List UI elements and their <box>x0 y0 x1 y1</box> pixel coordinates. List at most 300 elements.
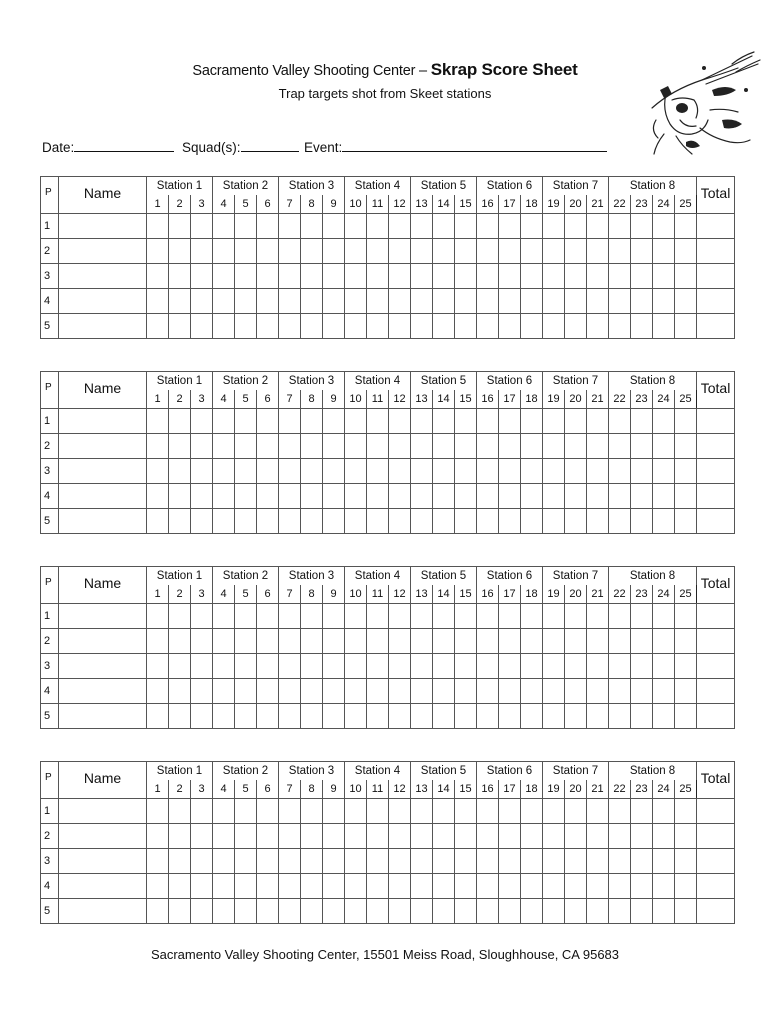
score-cell[interactable] <box>653 264 675 289</box>
score-cell[interactable] <box>543 509 565 534</box>
score-cell[interactable] <box>213 214 235 239</box>
total-cell[interactable] <box>697 704 735 729</box>
score-cell[interactable] <box>411 484 433 509</box>
score-cell[interactable] <box>213 409 235 434</box>
score-cell[interactable] <box>411 704 433 729</box>
score-cell[interactable] <box>389 679 411 704</box>
score-cell[interactable] <box>433 214 455 239</box>
score-cell[interactable] <box>169 459 191 484</box>
score-cell[interactable] <box>191 654 213 679</box>
score-cell[interactable] <box>279 289 301 314</box>
score-cell[interactable] <box>213 459 235 484</box>
score-cell[interactable] <box>169 214 191 239</box>
score-cell[interactable] <box>323 874 345 899</box>
score-cell[interactable] <box>477 604 499 629</box>
score-cell[interactable] <box>587 459 609 484</box>
score-cell[interactable] <box>477 629 499 654</box>
date-field[interactable] <box>42 139 182 155</box>
score-cell[interactable] <box>389 874 411 899</box>
score-cell[interactable] <box>455 214 477 239</box>
score-cell[interactable] <box>147 874 169 899</box>
score-cell[interactable] <box>367 824 389 849</box>
total-cell[interactable] <box>697 484 735 509</box>
score-cell[interactable] <box>345 899 367 924</box>
score-cell[interactable] <box>279 409 301 434</box>
score-cell[interactable] <box>455 604 477 629</box>
score-cell[interactable] <box>653 824 675 849</box>
score-cell[interactable] <box>675 849 697 874</box>
score-cell[interactable] <box>521 899 543 924</box>
score-cell[interactable] <box>323 459 345 484</box>
score-cell[interactable] <box>235 289 257 314</box>
score-cell[interactable] <box>609 629 631 654</box>
score-cell[interactable] <box>609 264 631 289</box>
score-cell[interactable] <box>653 849 675 874</box>
score-cell[interactable] <box>587 409 609 434</box>
score-cell[interactable] <box>301 314 323 339</box>
score-cell[interactable] <box>235 409 257 434</box>
score-cell[interactable] <box>191 484 213 509</box>
score-cell[interactable] <box>147 214 169 239</box>
score-cell[interactable] <box>367 264 389 289</box>
score-cell[interactable] <box>345 459 367 484</box>
score-cell[interactable] <box>257 409 279 434</box>
score-cell[interactable] <box>345 509 367 534</box>
score-cell[interactable] <box>433 314 455 339</box>
score-cell[interactable] <box>301 484 323 509</box>
score-cell[interactable] <box>675 874 697 899</box>
score-cell[interactable] <box>521 289 543 314</box>
score-cell[interactable] <box>587 604 609 629</box>
score-cell[interactable] <box>301 654 323 679</box>
score-cell[interactable] <box>279 239 301 264</box>
name-cell[interactable] <box>59 434 147 459</box>
score-cell[interactable] <box>565 434 587 459</box>
score-cell[interactable] <box>389 824 411 849</box>
score-cell[interactable] <box>301 629 323 654</box>
score-cell[interactable] <box>191 459 213 484</box>
name-cell[interactable] <box>59 824 147 849</box>
score-cell[interactable] <box>389 509 411 534</box>
score-cell[interactable] <box>367 849 389 874</box>
score-cell[interactable] <box>169 654 191 679</box>
score-cell[interactable] <box>455 509 477 534</box>
score-cell[interactable] <box>169 314 191 339</box>
score-cell[interactable] <box>279 264 301 289</box>
score-cell[interactable] <box>499 434 521 459</box>
score-cell[interactable] <box>323 434 345 459</box>
score-cell[interactable] <box>367 509 389 534</box>
score-cell[interactable] <box>367 409 389 434</box>
score-cell[interactable] <box>389 799 411 824</box>
score-cell[interactable] <box>169 704 191 729</box>
score-cell[interactable] <box>477 874 499 899</box>
score-cell[interactable] <box>147 239 169 264</box>
score-cell[interactable] <box>587 799 609 824</box>
score-cell[interactable] <box>169 434 191 459</box>
name-cell[interactable] <box>59 314 147 339</box>
score-cell[interactable] <box>477 654 499 679</box>
score-cell[interactable] <box>631 799 653 824</box>
score-cell[interactable] <box>279 459 301 484</box>
score-cell[interactable] <box>587 509 609 534</box>
score-cell[interactable] <box>147 679 169 704</box>
total-cell[interactable] <box>697 289 735 314</box>
score-cell[interactable] <box>367 289 389 314</box>
score-cell[interactable] <box>477 409 499 434</box>
score-cell[interactable] <box>675 409 697 434</box>
name-cell[interactable] <box>59 459 147 484</box>
score-cell[interactable] <box>389 604 411 629</box>
score-cell[interactable] <box>191 434 213 459</box>
score-cell[interactable] <box>609 679 631 704</box>
score-cell[interactable] <box>433 409 455 434</box>
total-cell[interactable] <box>697 214 735 239</box>
score-cell[interactable] <box>433 679 455 704</box>
score-cell[interactable] <box>191 799 213 824</box>
score-cell[interactable] <box>433 459 455 484</box>
score-cell[interactable] <box>499 704 521 729</box>
score-cell[interactable] <box>345 799 367 824</box>
score-cell[interactable] <box>235 459 257 484</box>
name-cell[interactable] <box>59 289 147 314</box>
score-cell[interactable] <box>521 264 543 289</box>
score-cell[interactable] <box>191 824 213 849</box>
score-cell[interactable] <box>345 874 367 899</box>
score-cell[interactable] <box>543 654 565 679</box>
score-cell[interactable] <box>455 289 477 314</box>
score-cell[interactable] <box>433 434 455 459</box>
score-cell[interactable] <box>345 434 367 459</box>
score-cell[interactable] <box>389 654 411 679</box>
score-cell[interactable] <box>653 654 675 679</box>
score-cell[interactable] <box>609 874 631 899</box>
score-cell[interactable] <box>433 604 455 629</box>
score-cell[interactable] <box>191 899 213 924</box>
score-cell[interactable] <box>455 239 477 264</box>
score-cell[interactable] <box>631 604 653 629</box>
score-cell[interactable] <box>521 629 543 654</box>
score-cell[interactable] <box>587 214 609 239</box>
score-cell[interactable] <box>279 484 301 509</box>
score-cell[interactable] <box>565 509 587 534</box>
score-cell[interactable] <box>653 509 675 534</box>
score-cell[interactable] <box>587 899 609 924</box>
score-cell[interactable] <box>389 314 411 339</box>
score-cell[interactable] <box>675 484 697 509</box>
score-cell[interactable] <box>213 824 235 849</box>
score-cell[interactable] <box>521 874 543 899</box>
score-cell[interactable] <box>521 849 543 874</box>
score-cell[interactable] <box>499 509 521 534</box>
score-cell[interactable] <box>257 604 279 629</box>
score-cell[interactable] <box>455 264 477 289</box>
score-cell[interactable] <box>279 799 301 824</box>
total-cell[interactable] <box>697 314 735 339</box>
squad-field[interactable] <box>182 139 304 155</box>
score-cell[interactable] <box>169 849 191 874</box>
score-cell[interactable] <box>653 874 675 899</box>
total-cell[interactable] <box>697 679 735 704</box>
score-cell[interactable] <box>235 704 257 729</box>
score-cell[interactable] <box>477 459 499 484</box>
score-cell[interactable] <box>565 314 587 339</box>
score-cell[interactable] <box>631 484 653 509</box>
score-cell[interactable] <box>279 604 301 629</box>
score-cell[interactable] <box>499 799 521 824</box>
score-cell[interactable] <box>631 509 653 534</box>
score-cell[interactable] <box>257 899 279 924</box>
score-cell[interactable] <box>323 604 345 629</box>
score-cell[interactable] <box>323 654 345 679</box>
score-cell[interactable] <box>323 799 345 824</box>
score-cell[interactable] <box>235 629 257 654</box>
score-cell[interactable] <box>587 264 609 289</box>
score-cell[interactable] <box>411 409 433 434</box>
score-cell[interactable] <box>191 704 213 729</box>
score-cell[interactable] <box>631 899 653 924</box>
score-cell[interactable] <box>323 264 345 289</box>
score-cell[interactable] <box>631 874 653 899</box>
score-cell[interactable] <box>565 604 587 629</box>
score-cell[interactable] <box>235 264 257 289</box>
name-cell[interactable] <box>59 264 147 289</box>
score-cell[interactable] <box>477 509 499 534</box>
score-cell[interactable] <box>675 799 697 824</box>
score-cell[interactable] <box>499 484 521 509</box>
score-cell[interactable] <box>367 704 389 729</box>
score-cell[interactable] <box>235 654 257 679</box>
score-cell[interactable] <box>301 849 323 874</box>
score-cell[interactable] <box>521 214 543 239</box>
score-cell[interactable] <box>191 314 213 339</box>
score-cell[interactable] <box>587 314 609 339</box>
score-cell[interactable] <box>521 434 543 459</box>
score-cell[interactable] <box>279 654 301 679</box>
score-cell[interactable] <box>147 484 169 509</box>
score-cell[interactable] <box>191 679 213 704</box>
score-cell[interactable] <box>543 409 565 434</box>
score-cell[interactable] <box>323 289 345 314</box>
score-cell[interactable] <box>323 314 345 339</box>
score-cell[interactable] <box>147 629 169 654</box>
score-cell[interactable] <box>455 704 477 729</box>
total-cell[interactable] <box>697 604 735 629</box>
score-cell[interactable] <box>367 484 389 509</box>
score-cell[interactable] <box>653 314 675 339</box>
total-cell[interactable] <box>697 824 735 849</box>
score-cell[interactable] <box>367 654 389 679</box>
score-cell[interactable] <box>653 289 675 314</box>
total-cell[interactable] <box>697 799 735 824</box>
name-cell[interactable] <box>59 799 147 824</box>
score-cell[interactable] <box>565 704 587 729</box>
score-cell[interactable] <box>323 484 345 509</box>
score-cell[interactable] <box>367 459 389 484</box>
score-cell[interactable] <box>279 214 301 239</box>
score-cell[interactable] <box>389 459 411 484</box>
score-cell[interactable] <box>499 459 521 484</box>
score-cell[interactable] <box>477 824 499 849</box>
score-cell[interactable] <box>609 604 631 629</box>
score-cell[interactable] <box>257 799 279 824</box>
score-cell[interactable] <box>147 824 169 849</box>
score-cell[interactable] <box>323 824 345 849</box>
score-cell[interactable] <box>235 824 257 849</box>
score-cell[interactable] <box>411 849 433 874</box>
score-cell[interactable] <box>565 824 587 849</box>
score-cell[interactable] <box>345 409 367 434</box>
score-cell[interactable] <box>455 824 477 849</box>
score-cell[interactable] <box>543 824 565 849</box>
score-cell[interactable] <box>499 239 521 264</box>
score-cell[interactable] <box>147 459 169 484</box>
score-cell[interactable] <box>323 239 345 264</box>
score-cell[interactable] <box>675 654 697 679</box>
total-cell[interactable] <box>697 629 735 654</box>
score-cell[interactable] <box>235 604 257 629</box>
score-cell[interactable] <box>257 849 279 874</box>
score-cell[interactable] <box>455 629 477 654</box>
score-cell[interactable] <box>631 239 653 264</box>
total-cell[interactable] <box>697 874 735 899</box>
score-cell[interactable] <box>631 704 653 729</box>
score-cell[interactable] <box>499 409 521 434</box>
score-cell[interactable] <box>235 214 257 239</box>
score-cell[interactable] <box>279 509 301 534</box>
score-cell[interactable] <box>213 484 235 509</box>
score-cell[interactable] <box>499 874 521 899</box>
score-cell[interactable] <box>367 874 389 899</box>
score-cell[interactable] <box>389 704 411 729</box>
score-cell[interactable] <box>213 849 235 874</box>
score-cell[interactable] <box>609 509 631 534</box>
score-cell[interactable] <box>499 289 521 314</box>
score-cell[interactable] <box>521 239 543 264</box>
score-cell[interactable] <box>543 314 565 339</box>
total-cell[interactable] <box>697 409 735 434</box>
score-cell[interactable] <box>235 509 257 534</box>
score-cell[interactable] <box>323 849 345 874</box>
score-cell[interactable] <box>367 679 389 704</box>
total-cell[interactable] <box>697 654 735 679</box>
score-cell[interactable] <box>477 214 499 239</box>
score-cell[interactable] <box>565 629 587 654</box>
score-cell[interactable] <box>389 214 411 239</box>
score-cell[interactable] <box>499 654 521 679</box>
score-cell[interactable] <box>565 654 587 679</box>
score-cell[interactable] <box>543 629 565 654</box>
score-cell[interactable] <box>279 899 301 924</box>
score-cell[interactable] <box>257 874 279 899</box>
score-cell[interactable] <box>433 484 455 509</box>
score-cell[interactable] <box>433 654 455 679</box>
score-cell[interactable] <box>301 874 323 899</box>
score-cell[interactable] <box>455 874 477 899</box>
score-cell[interactable] <box>301 264 323 289</box>
score-cell[interactable] <box>411 629 433 654</box>
score-cell[interactable] <box>565 264 587 289</box>
score-cell[interactable] <box>455 899 477 924</box>
score-cell[interactable] <box>653 484 675 509</box>
score-cell[interactable] <box>565 484 587 509</box>
score-cell[interactable] <box>433 824 455 849</box>
score-cell[interactable] <box>675 434 697 459</box>
score-cell[interactable] <box>675 629 697 654</box>
score-cell[interactable] <box>147 409 169 434</box>
score-cell[interactable] <box>477 679 499 704</box>
score-cell[interactable] <box>653 899 675 924</box>
score-cell[interactable] <box>169 509 191 534</box>
score-cell[interactable] <box>345 314 367 339</box>
score-cell[interactable] <box>565 214 587 239</box>
score-cell[interactable] <box>521 824 543 849</box>
score-cell[interactable] <box>257 824 279 849</box>
score-cell[interactable] <box>257 264 279 289</box>
score-cell[interactable] <box>323 679 345 704</box>
score-cell[interactable] <box>587 824 609 849</box>
score-cell[interactable] <box>565 409 587 434</box>
score-cell[interactable] <box>389 289 411 314</box>
score-cell[interactable] <box>301 214 323 239</box>
score-cell[interactable] <box>521 509 543 534</box>
score-cell[interactable] <box>411 214 433 239</box>
score-cell[interactable] <box>345 484 367 509</box>
total-cell[interactable] <box>697 899 735 924</box>
total-cell[interactable] <box>697 459 735 484</box>
score-cell[interactable] <box>301 434 323 459</box>
score-cell[interactable] <box>411 509 433 534</box>
score-cell[interactable] <box>213 874 235 899</box>
score-cell[interactable] <box>609 239 631 264</box>
score-cell[interactable] <box>543 604 565 629</box>
score-cell[interactable] <box>675 509 697 534</box>
score-cell[interactable] <box>323 629 345 654</box>
score-cell[interactable] <box>609 289 631 314</box>
score-cell[interactable] <box>169 799 191 824</box>
score-cell[interactable] <box>521 314 543 339</box>
score-cell[interactable] <box>609 654 631 679</box>
score-cell[interactable] <box>499 824 521 849</box>
score-cell[interactable] <box>587 654 609 679</box>
score-cell[interactable] <box>477 239 499 264</box>
score-cell[interactable] <box>213 704 235 729</box>
score-cell[interactable] <box>653 629 675 654</box>
score-cell[interactable] <box>147 849 169 874</box>
score-cell[interactable] <box>257 214 279 239</box>
score-cell[interactable] <box>631 654 653 679</box>
score-cell[interactable] <box>543 679 565 704</box>
total-cell[interactable] <box>697 239 735 264</box>
score-cell[interactable] <box>389 849 411 874</box>
score-cell[interactable] <box>191 214 213 239</box>
score-cell[interactable] <box>455 409 477 434</box>
score-cell[interactable] <box>213 314 235 339</box>
score-cell[interactable] <box>521 704 543 729</box>
score-cell[interactable] <box>411 459 433 484</box>
score-cell[interactable] <box>587 484 609 509</box>
score-cell[interactable] <box>653 434 675 459</box>
score-cell[interactable] <box>345 654 367 679</box>
score-cell[interactable] <box>477 484 499 509</box>
score-cell[interactable] <box>213 654 235 679</box>
score-cell[interactable] <box>433 874 455 899</box>
score-cell[interactable] <box>301 409 323 434</box>
score-cell[interactable] <box>675 289 697 314</box>
score-cell[interactable] <box>455 849 477 874</box>
score-cell[interactable] <box>147 434 169 459</box>
score-cell[interactable] <box>147 899 169 924</box>
